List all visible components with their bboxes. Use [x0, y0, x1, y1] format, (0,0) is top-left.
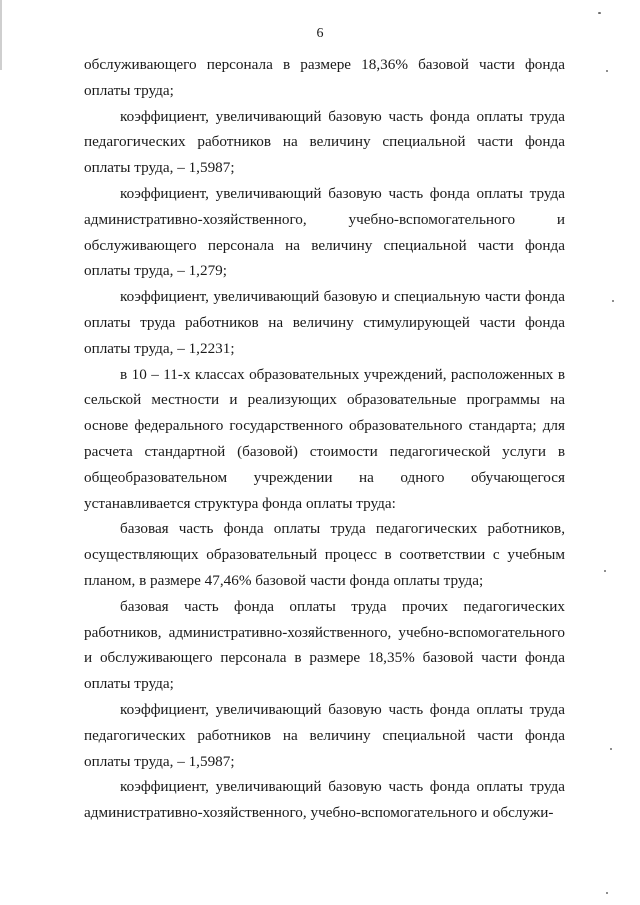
scan-speck	[610, 748, 612, 750]
paragraph: коэффициент, увеличивающий базовую часть фонда оплаты труда административно-хозяйственного, учебно-вспомогательного и обслужи-	[84, 778, 565, 822]
scan-speck	[606, 892, 608, 894]
scan-speck	[604, 570, 606, 572]
paragraph: коэффициент, увеличивающий базовую и специальную части фонда оплаты труда работников на величину стимулирующей части фонда оплаты труда, – 1,2231;	[84, 288, 565, 357]
paragraph: базовая часть фонда оплаты труда педагогических работников, осуществляющих образовательный процесс в соответствии с учебным планом, в размере 47,46% базовой части фонда оплаты труда;	[84, 520, 565, 589]
paragraph: коэффициент, увеличивающий базовую часть фонда оплаты труда педагогических работников на величину специальной части фонда оплаты труда, – 1,5987;	[84, 700, 565, 770]
paragraph: коэффициент, увеличивающий базовую часть фонда оплаты труда педагогических работников на величину специальной части фонда оплаты труда, – 1,5987;	[84, 107, 565, 177]
paragraph: базовая часть фонда оплаты труда прочих педагогических работников, административно-хозяйственного, учебно-вспомогательного и обслуживающего персонала в размере 18,35% базовой части фонда оплаты труда;	[84, 597, 565, 693]
paragraph: обслуживающего персонала в размере 18,36% базовой части фонда оплаты труда;	[84, 56, 565, 99]
scan-speck	[598, 12, 601, 14]
scan-speck	[606, 70, 608, 72]
document-body	[84, 52, 565, 826]
scan-speck	[612, 300, 614, 302]
page-number: 6	[316, 26, 324, 41]
paragraph: коэффициент, увеличивающий базовую часть фонда оплаты труда административно-хозяйственного, учебно-вспомогательного и обслуживающего персонала на величину специальной части фонда оплаты труда, – 1,279;	[84, 184, 565, 280]
paragraph: в 10 – 11-х классах образовательных учреждений, расположенных в сельской местности и реализующих образовательные программы на основе федерального государственного образовательного стандарта; для расчета стандартной (базовой) стоимости педагогической услуги в общеобразовательном учреждении на одного обучающегося устанавливается структура фонда оплаты труда:	[84, 365, 565, 512]
